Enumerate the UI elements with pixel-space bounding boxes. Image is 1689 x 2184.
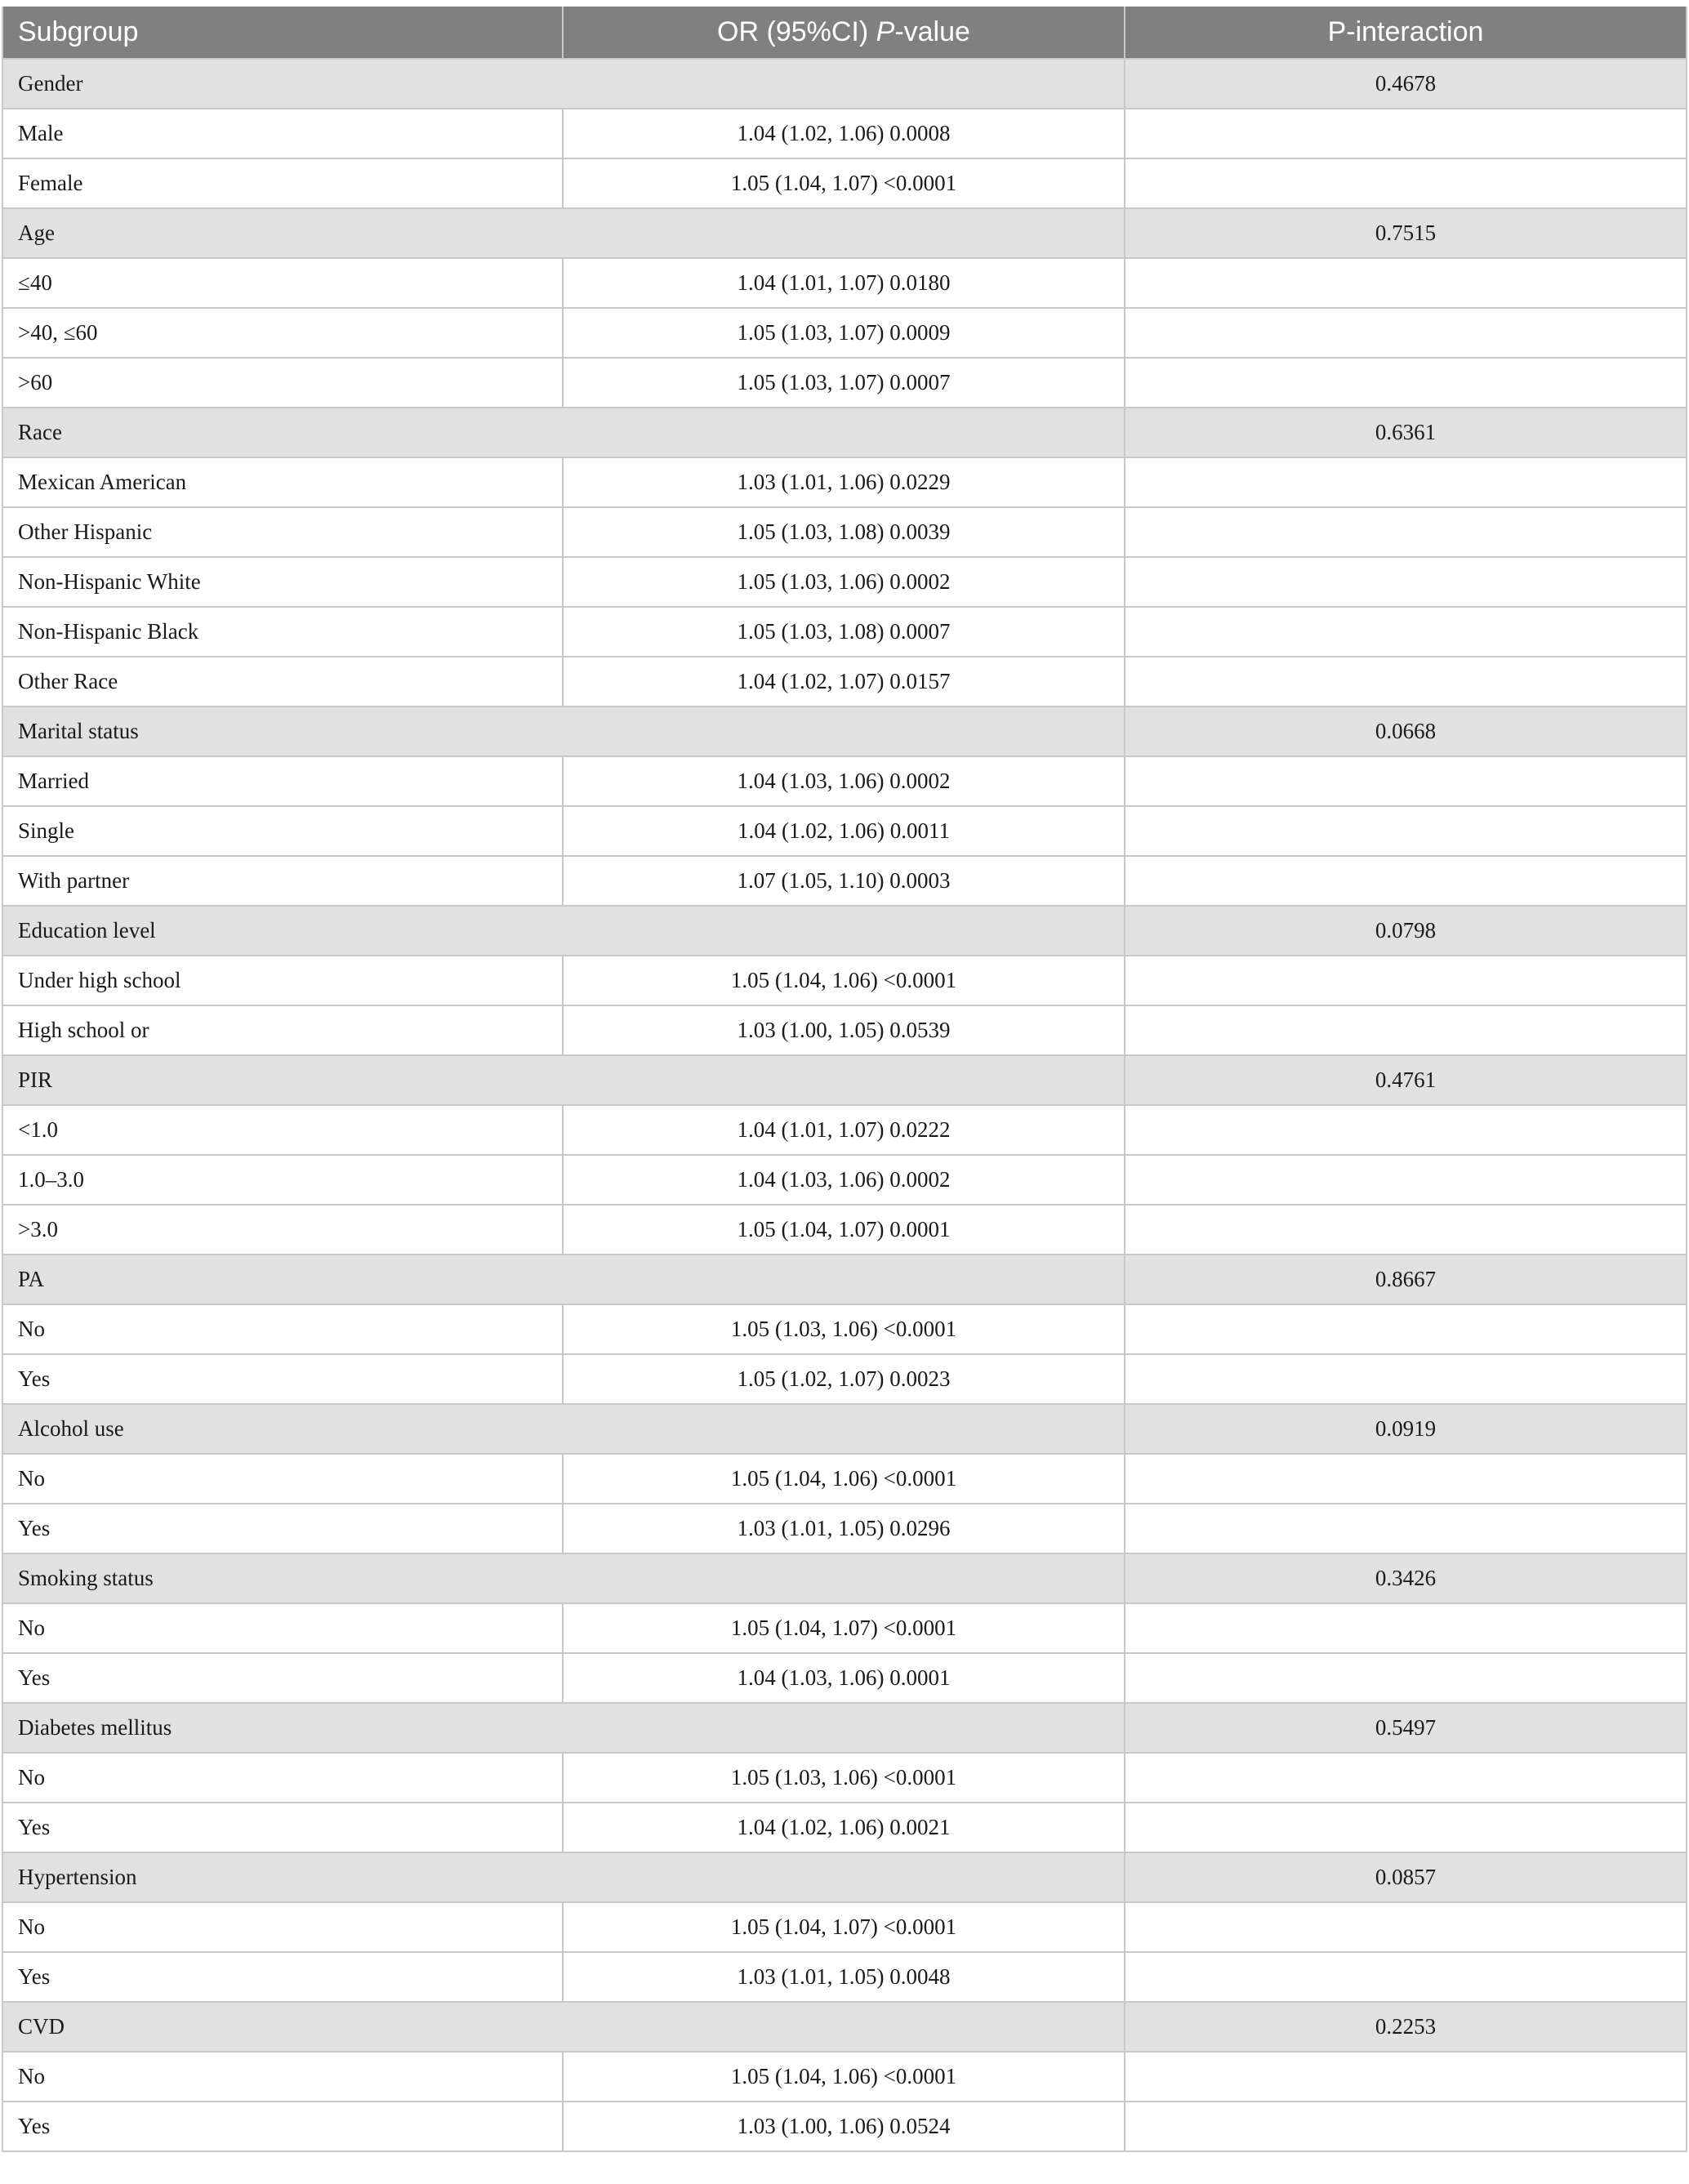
- group-header-row: [2, 1553, 1687, 1603]
- row-p-interaction-empty: [1125, 507, 1687, 557]
- row-p-interaction-empty: [1125, 109, 1687, 158]
- table-row: [2, 109, 1687, 158]
- row-or-value: 1.05 (1.03, 1.07) 0.0007: [563, 358, 1125, 408]
- table-row: [2, 457, 1687, 507]
- group-p-interaction: 0.0857: [1125, 1852, 1687, 1902]
- group-name: Marital status: [2, 706, 1125, 756]
- table-row: [2, 358, 1687, 408]
- row-or-value: 1.05 (1.04, 1.07) <0.0001: [563, 1902, 1125, 1952]
- table-row: [2, 1454, 1687, 1504]
- group-header-row: [2, 208, 1687, 258]
- row-p-interaction-empty: [1125, 1105, 1687, 1155]
- table-row: [2, 1354, 1687, 1404]
- table-row: [2, 1803, 1687, 1852]
- group-name: Hypertension: [2, 1852, 1125, 1902]
- row-p-interaction-empty: [1125, 657, 1687, 706]
- row-label: Non-Hispanic White: [2, 557, 563, 607]
- row-label: Single: [2, 806, 563, 856]
- group-name: Diabetes mellitus: [2, 1703, 1125, 1753]
- row-label: Yes: [2, 1803, 563, 1852]
- row-label: 1.0–3.0: [2, 1155, 563, 1205]
- row-label: Mexican American: [2, 457, 563, 507]
- table-row: [2, 756, 1687, 806]
- row-or-value: 1.05 (1.03, 1.08) 0.0007: [563, 607, 1125, 657]
- row-p-interaction-empty: [1125, 806, 1687, 856]
- row-p-interaction-empty: [1125, 756, 1687, 806]
- header-p-interaction: P-interaction: [1125, 7, 1687, 59]
- row-label: <1.0: [2, 1105, 563, 1155]
- table-row: [2, 1902, 1687, 1952]
- row-label: Under high school: [2, 956, 563, 1005]
- group-header-row: [2, 1055, 1687, 1105]
- row-p-interaction-empty: [1125, 457, 1687, 507]
- row-or-value: 1.05 (1.04, 1.06) <0.0001: [563, 1454, 1125, 1504]
- table-row: [2, 507, 1687, 557]
- group-p-interaction: 0.0798: [1125, 906, 1687, 956]
- row-p-interaction-empty: [1125, 1304, 1687, 1354]
- table-row: [2, 1304, 1687, 1354]
- row-p-interaction-empty: [1125, 1753, 1687, 1803]
- row-label: No: [2, 2052, 563, 2102]
- row-or-value: 1.07 (1.05, 1.10) 0.0003: [563, 856, 1125, 906]
- subgroup-table: [2, 7, 1687, 2152]
- row-p-interaction-empty: [1125, 2052, 1687, 2102]
- table-body: [2, 59, 1687, 2151]
- group-p-interaction: 0.0919: [1125, 1404, 1687, 1454]
- row-label: Yes: [2, 1952, 563, 2002]
- row-label: No: [2, 1304, 563, 1354]
- row-or-value: 1.03 (1.01, 1.05) 0.0296: [563, 1504, 1125, 1553]
- group-header-row: [2, 1703, 1687, 1753]
- table-row: [2, 806, 1687, 856]
- row-p-interaction-empty: [1125, 1603, 1687, 1653]
- group-p-interaction: 0.2253: [1125, 2002, 1687, 2052]
- row-or-value: 1.04 (1.01, 1.07) 0.0222: [563, 1105, 1125, 1155]
- group-name: Alcohol use: [2, 1404, 1125, 1454]
- row-p-interaction-empty: [1125, 1205, 1687, 1255]
- row-or-value: 1.05 (1.04, 1.06) <0.0001: [563, 2052, 1125, 2102]
- group-name: Age: [2, 208, 1125, 258]
- table-row: [2, 557, 1687, 607]
- group-name: PA: [2, 1255, 1125, 1304]
- row-label: No: [2, 1902, 563, 1952]
- group-name: Smoking status: [2, 1553, 1125, 1603]
- row-or-value: 1.05 (1.04, 1.07) <0.0001: [563, 158, 1125, 208]
- row-p-interaction-empty: [1125, 1902, 1687, 1952]
- table-row: [2, 956, 1687, 1005]
- row-p-interaction-empty: [1125, 1354, 1687, 1404]
- row-or-value: 1.03 (1.00, 1.05) 0.0539: [563, 1005, 1125, 1055]
- header-or-pvalue: [563, 7, 1125, 59]
- row-p-interaction-empty: [1125, 1653, 1687, 1703]
- row-or-value: 1.03 (1.01, 1.05) 0.0048: [563, 1952, 1125, 2002]
- header-row: [2, 7, 1687, 59]
- row-or-value: 1.05 (1.04, 1.07) 0.0001: [563, 1205, 1125, 1255]
- group-header-row: [2, 1852, 1687, 1902]
- table-row: [2, 1753, 1687, 1803]
- group-header-row: [2, 2002, 1687, 2052]
- group-p-interaction: 0.3426: [1125, 1553, 1687, 1603]
- table-row: [2, 2052, 1687, 2102]
- group-p-interaction: 0.6361: [1125, 408, 1687, 457]
- table-row: [2, 1504, 1687, 1553]
- group-p-interaction: 0.7515: [1125, 208, 1687, 258]
- row-label: Other Hispanic: [2, 507, 563, 557]
- row-label: Other Race: [2, 657, 563, 706]
- group-name: Education level: [2, 906, 1125, 956]
- table-row: [2, 1952, 1687, 2002]
- header-p-italic: P: [876, 16, 895, 47]
- group-name: CVD: [2, 2002, 1125, 2052]
- row-p-interaction-empty: [1125, 308, 1687, 358]
- row-label: No: [2, 1753, 563, 1803]
- table-row: [2, 1205, 1687, 1255]
- row-label: Yes: [2, 1504, 563, 1553]
- row-or-value: 1.04 (1.02, 1.06) 0.0021: [563, 1803, 1125, 1852]
- group-header-row: [2, 1255, 1687, 1304]
- row-p-interaction-empty: [1125, 358, 1687, 408]
- row-label: No: [2, 1454, 563, 1504]
- table-row: [2, 1603, 1687, 1653]
- row-p-interaction-empty: [1125, 1803, 1687, 1852]
- table-row: [2, 2102, 1687, 2151]
- row-label: ≤40: [2, 258, 563, 308]
- row-or-value: 1.04 (1.03, 1.06) 0.0002: [563, 1155, 1125, 1205]
- group-header-row: [2, 59, 1687, 109]
- row-label: Male: [2, 109, 563, 158]
- row-or-value: 1.05 (1.04, 1.07) <0.0001: [563, 1603, 1125, 1653]
- table-row: [2, 1005, 1687, 1055]
- row-p-interaction-empty: [1125, 607, 1687, 657]
- table-row: [2, 1155, 1687, 1205]
- row-p-interaction-empty: [1125, 2102, 1687, 2151]
- table-row: [2, 158, 1687, 208]
- group-header-row: [2, 906, 1687, 956]
- row-label: Female: [2, 158, 563, 208]
- table-row: [2, 856, 1687, 906]
- group-header-row: [2, 706, 1687, 756]
- row-label: High school or: [2, 1005, 563, 1055]
- row-p-interaction-empty: [1125, 258, 1687, 308]
- row-or-value: 1.05 (1.03, 1.06) <0.0001: [563, 1753, 1125, 1803]
- group-header-row: [2, 408, 1687, 457]
- row-or-value: 1.04 (1.03, 1.06) 0.0001: [563, 1653, 1125, 1703]
- row-p-interaction-empty: [1125, 158, 1687, 208]
- row-label: >40, ≤60: [2, 308, 563, 358]
- row-or-value: 1.04 (1.02, 1.06) 0.0008: [563, 109, 1125, 158]
- group-header-row: [2, 1404, 1687, 1454]
- row-p-interaction-empty: [1125, 1504, 1687, 1553]
- row-label: Married: [2, 756, 563, 806]
- row-label: With partner: [2, 856, 563, 906]
- row-or-value: 1.04 (1.03, 1.06) 0.0002: [563, 756, 1125, 806]
- group-name: PIR: [2, 1055, 1125, 1105]
- row-label: Non-Hispanic Black: [2, 607, 563, 657]
- row-or-value: 1.05 (1.04, 1.06) <0.0001: [563, 956, 1125, 1005]
- row-or-value: 1.05 (1.02, 1.07) 0.0023: [563, 1354, 1125, 1404]
- table-row: [2, 258, 1687, 308]
- group-p-interaction: 0.5497: [1125, 1703, 1687, 1753]
- row-or-value: 1.05 (1.03, 1.08) 0.0039: [563, 507, 1125, 557]
- row-p-interaction-empty: [1125, 1454, 1687, 1504]
- row-label: Yes: [2, 2102, 563, 2151]
- row-p-interaction-empty: [1125, 956, 1687, 1005]
- table-row: [2, 308, 1687, 358]
- group-name: Gender: [2, 59, 1125, 109]
- table-row: [2, 1105, 1687, 1155]
- table-row: [2, 607, 1687, 657]
- row-label: No: [2, 1603, 563, 1653]
- row-p-interaction-empty: [1125, 1952, 1687, 2002]
- group-p-interaction: 0.4761: [1125, 1055, 1687, 1105]
- row-label: Yes: [2, 1354, 563, 1404]
- row-or-value: 1.05 (1.03, 1.06) 0.0002: [563, 557, 1125, 607]
- header-subgroup: Subgroup: [2, 7, 563, 59]
- row-or-value: 1.03 (1.00, 1.06) 0.0524: [563, 2102, 1125, 2151]
- row-p-interaction-empty: [1125, 1005, 1687, 1055]
- row-label: >3.0: [2, 1205, 563, 1255]
- row-p-interaction-empty: [1125, 856, 1687, 906]
- group-name: Race: [2, 408, 1125, 457]
- row-label: Yes: [2, 1653, 563, 1703]
- group-p-interaction: 0.0668: [1125, 706, 1687, 756]
- table-row: [2, 1653, 1687, 1703]
- row-or-value: 1.04 (1.02, 1.07) 0.0157: [563, 657, 1125, 706]
- row-p-interaction-empty: [1125, 1155, 1687, 1205]
- header-or-prefix: OR (95%CI): [717, 16, 876, 47]
- header-or-suffix: -value: [894, 16, 970, 47]
- row-or-value: 1.05 (1.03, 1.06) <0.0001: [563, 1304, 1125, 1354]
- row-or-value: 1.04 (1.01, 1.07) 0.0180: [563, 258, 1125, 308]
- row-or-value: 1.05 (1.03, 1.07) 0.0009: [563, 308, 1125, 358]
- group-p-interaction: 0.4678: [1125, 59, 1687, 109]
- row-label: >60: [2, 358, 563, 408]
- row-or-value: 1.03 (1.01, 1.06) 0.0229: [563, 457, 1125, 507]
- group-p-interaction: 0.8667: [1125, 1255, 1687, 1304]
- row-or-value: 1.04 (1.02, 1.06) 0.0011: [563, 806, 1125, 856]
- table-row: [2, 657, 1687, 706]
- row-p-interaction-empty: [1125, 557, 1687, 607]
